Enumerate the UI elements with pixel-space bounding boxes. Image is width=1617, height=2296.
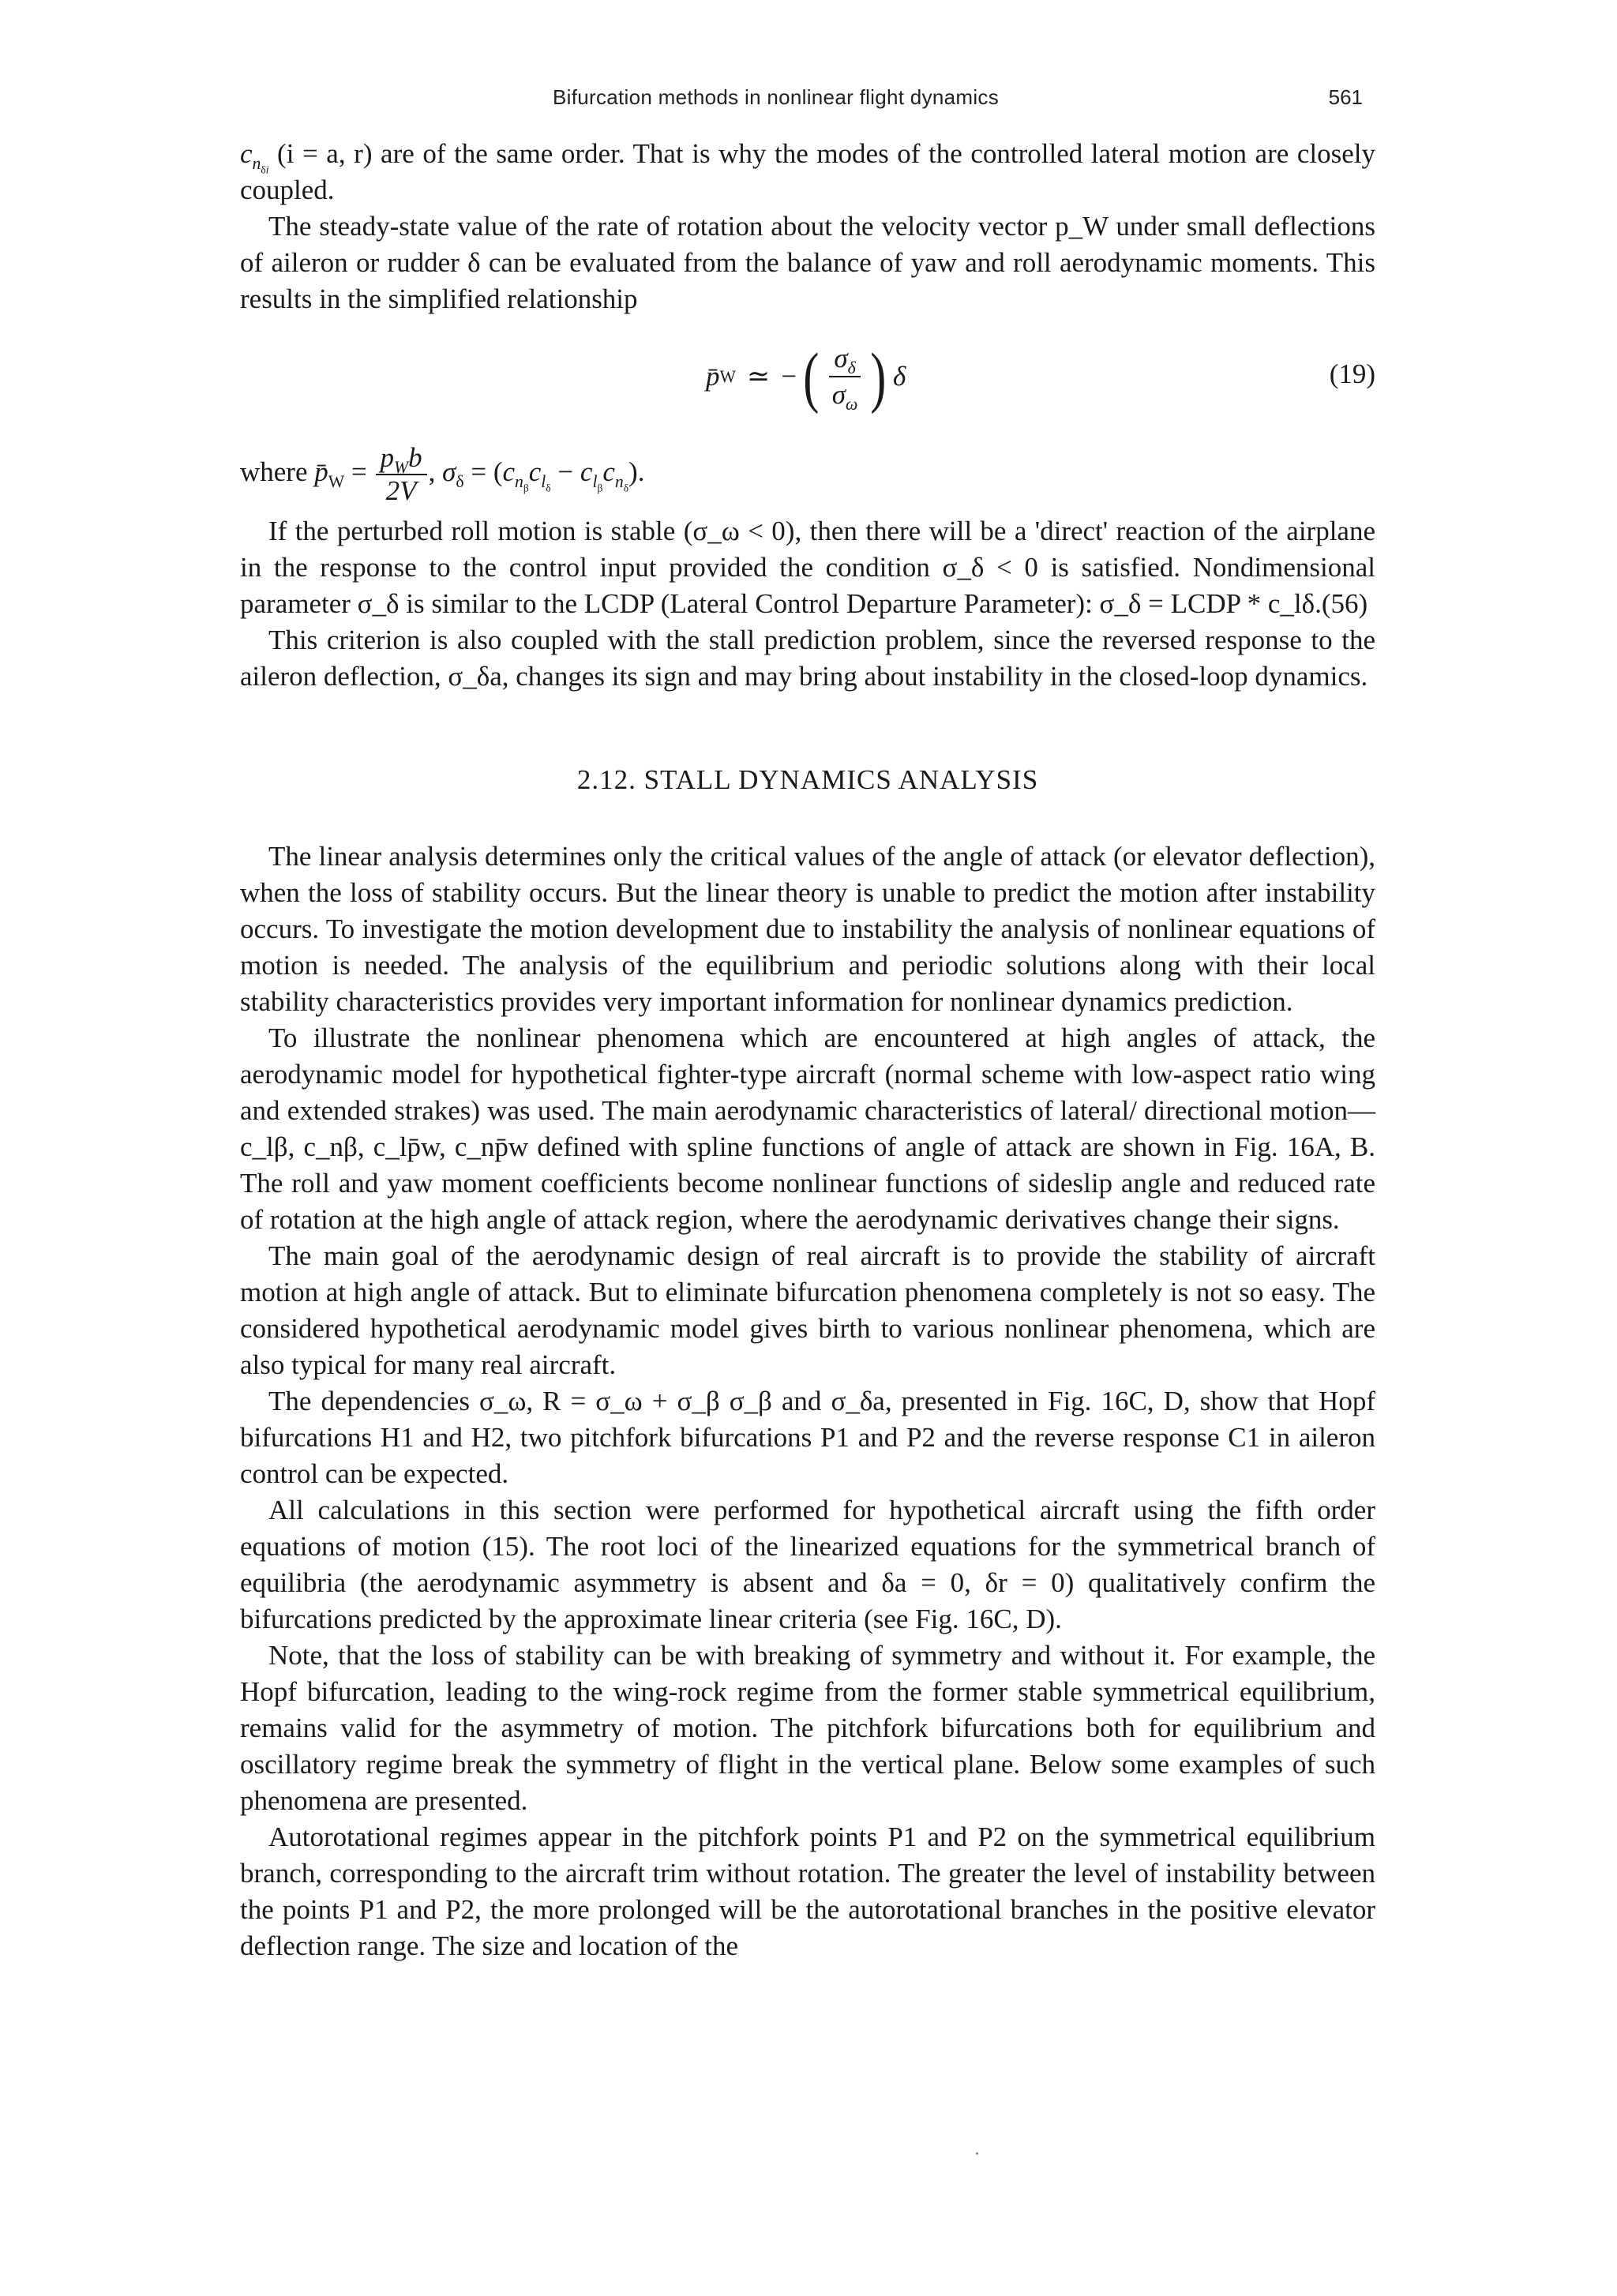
paragraph-1-text: (i = a, r) are of the same order. That is why the modes of the controlled lateral motion are closely coupled. xyxy=(240,138,1375,205)
scan-speck xyxy=(976,2152,978,2155)
equation-number: (19) xyxy=(1329,358,1375,389)
paragraph-8: The main goal of the aerodynamic design of real aircraft is to provide the stability of aircraft motion at high angle of attack. But to eliminate bifurcation phenomena completely is not so easy. The considered hypothetical aerodynamic model gives birth to various nonlinear phenomena, which are also typical for many real aircraft. xyxy=(240,1240,1375,1380)
page-number: 561 xyxy=(1328,85,1363,109)
paragraph-2: The steady-state value of the rate of rotation about the velocity vector p_W under small deflections of aileron or rudder δ can be evaluated from the balance of yaw and roll aerodynamic moments. This results in the simplified relationship xyxy=(240,211,1375,314)
section-heading: 2.12. STALL DYNAMICS ANALYSIS xyxy=(576,764,1039,795)
paragraph-12: Autorotational regimes appear in the pitchfork points P1 and P2 on the symmetrical equilibrium branch, corresponding to the aircraft trim without rotation. The greater the level of instability between the points P1 and P2, the more prolonged will be the autorotational branches in the positive elevator deflection range. The size and location of the xyxy=(240,1821,1375,1961)
paragraph-9: The dependencies σ_ω, R = σ_ω + σ_β σ_β and σ_δa, presented in Fig. 16C, D, show that Hopf bifurcations H1 and H2, two pitchfork bifurcations P1 and P2 and the reverse response C1 in aileron control can be expected. xyxy=(240,1386,1375,1489)
equation-expression: p̄ W ≃ − ( $\frac{\sigma_\delta}{\sigma_\omega}$ ) δ xyxy=(706,339,906,415)
paragraph-4: If the perturbed roll motion is stable (σ_ω < 0), then there will be a 'direct' reaction of the airplane in the response to the control input provided the condition σ_δ < 0 is satisfied. Nondimensional parameter σ_δ is similar to the LCDP (Lateral Control Departure Parameter): σ_δ = LCDP * c_lδ.(56) xyxy=(240,516,1375,619)
equation-19 xyxy=(240,321,1375,439)
running-head: Bifurcation methods in nonlinear flight dynamics xyxy=(553,85,1000,109)
body-text xyxy=(240,136,1375,1964)
paragraph-5: This criterion is also coupled with the stall prediction problem, since the reversed response to the aileron deflection, σ_δa, changes its sign and may bring about instability in the closed-loop dynamics. xyxy=(240,625,1375,692)
paragraph-6: The linear analysis determines only the critical values of the angle of attack (or elevator deflection), when the loss of stability occurs. But the linear theory is unable to predict the motion after instability occurs. To investigate the motion development due to instability the analysis of nonlinear equations of motion is needed. The analysis of the equilibrium and periodic solutions along with their local stability characteristics provides very important information for nonlinear dynamics prediction. xyxy=(240,841,1375,1017)
paragraph-11: Note, that the loss of stability can be with breaking of symmetry and without it. For example, the Hopf bifurcation, leading to the wing-rock regime from the former stable symmetrical equilibrium, remains valid for the asymmetry of motion. The pitchfork bifurcations both for equilibrium and oscillatory regime break the symmetry of flight in the vertical plane. Below some examples of such phenomena are presented. xyxy=(240,1640,1375,1816)
paragraph-10: All calculations in this section were performed for hypothetical aircraft using the fifth order equations of motion (15). The root loci of the linearized equations for the symmetrical branch of equilibria (the aerodynamic asymmetry is absent and δa = 0, δr = 0) qualitatively confirm the bifurcations predicted by the approximate linear criteria (see Fig. 16C, D). xyxy=(240,1495,1375,1634)
paragraph-3-where: where $p̄_W$ = $\frac{p_Wb}{2V}$ , $\sigma_\delta = (c_{n_\beta}c_{l_\delta} - c_{l_\beta}c_{n_\delta})$. xyxy=(240,442,645,506)
paragraph-continuation: $c_{n_{\delta i}}$ (i = a, r) are of the same order. That is why the modes of the controlled lateral motion are closely coupled. xyxy=(240,138,1375,205)
paragraph-7: To illustrate the nonlinear phenomena which are encountered at high angles of attack, the aerodynamic model for hypothetical fighter-type aircraft (normal scheme with low-aspect ratio wing and extended strakes) was used. The main aerodynamic characteristics of lateral/ directional motion—c_lβ, c_nβ, c_lp̄w, c_np̄w defined with spline functions of angle of attack are shown in Fig. 16A, B. The roll and yaw moment coefficients become nonlinear functions of sideslip angle and reduced rate of rotation at the high angle of attack region, where the aerodynamic derivatives change their signs. xyxy=(240,1022,1375,1235)
